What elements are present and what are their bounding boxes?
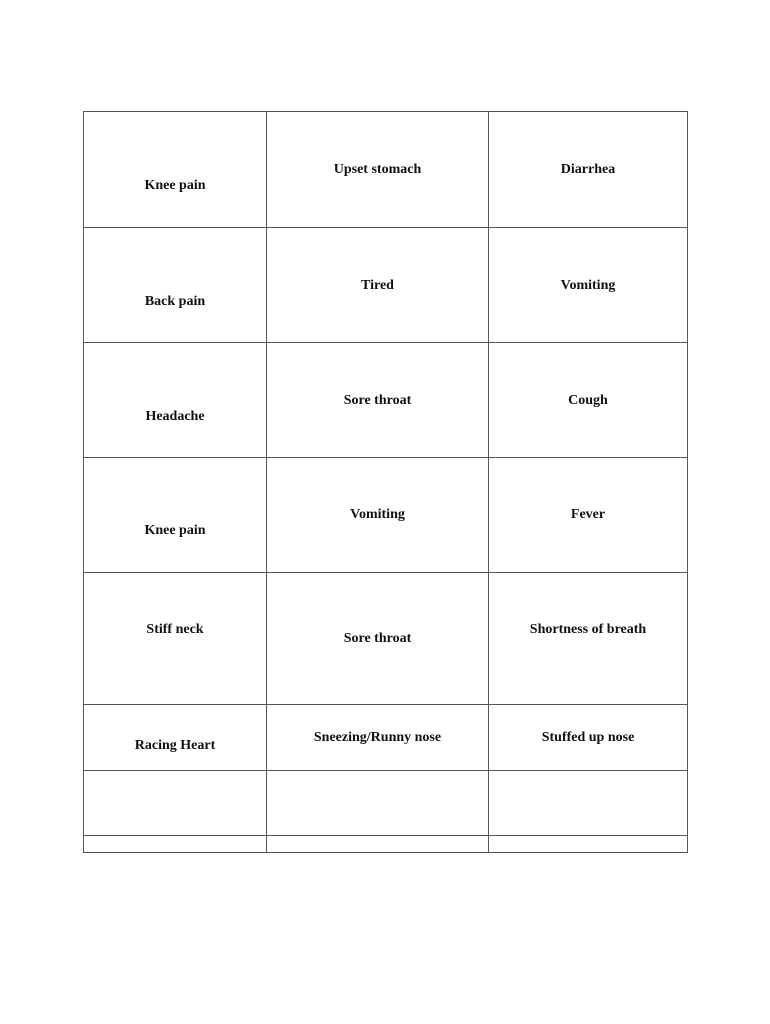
table-cell bbox=[84, 343, 266, 457]
cell-label: Stiff neck bbox=[146, 622, 204, 637]
cell-label: Upset stomach bbox=[333, 162, 422, 177]
table-cell bbox=[84, 228, 266, 342]
cell-label: Vomiting bbox=[350, 507, 405, 522]
cell-label: Knee pain bbox=[144, 178, 206, 193]
cell-label: Cough bbox=[568, 393, 608, 408]
cell-label: Tired bbox=[361, 278, 394, 293]
table-row bbox=[84, 770, 687, 835]
cell-label: Stuffed up nose bbox=[541, 730, 635, 745]
table-row bbox=[84, 342, 687, 457]
table-cell bbox=[266, 343, 488, 457]
cell-label: Headache bbox=[145, 409, 205, 424]
table-cell bbox=[266, 573, 488, 704]
table-row bbox=[84, 572, 687, 704]
table-cell bbox=[84, 836, 266, 852]
cell-label: Knee pain bbox=[144, 523, 206, 538]
cell-label: Sore throat bbox=[343, 631, 412, 646]
table-cell bbox=[488, 705, 687, 770]
table-row bbox=[84, 457, 687, 572]
table-cell bbox=[84, 458, 266, 572]
cell-label: Back pain bbox=[144, 294, 206, 309]
table-cell bbox=[488, 228, 687, 342]
table-row bbox=[84, 835, 687, 852]
cell-label: Racing Heart bbox=[134, 738, 216, 753]
table-cell bbox=[84, 771, 266, 835]
cell-label: Sore throat bbox=[343, 393, 412, 408]
table-cell bbox=[488, 458, 687, 572]
table-cell bbox=[488, 836, 687, 852]
cell-label: Shortness of breath bbox=[529, 622, 647, 637]
table-cell bbox=[488, 112, 687, 227]
cell-label: Diarrhea bbox=[560, 162, 616, 177]
cell-label: Sneezing/Runny nose bbox=[313, 730, 442, 745]
table-cell bbox=[266, 228, 488, 342]
table-cell bbox=[266, 112, 488, 227]
table-cell bbox=[488, 343, 687, 457]
table-row bbox=[84, 112, 687, 227]
table-cell bbox=[84, 112, 266, 227]
cell-label: Vomiting bbox=[560, 278, 616, 293]
table-row bbox=[84, 227, 687, 342]
table-cell bbox=[266, 458, 488, 572]
table-cell bbox=[266, 771, 488, 835]
table-row bbox=[84, 704, 687, 770]
table-cell bbox=[266, 836, 488, 852]
table-cell bbox=[488, 573, 687, 704]
table-cell bbox=[84, 573, 266, 704]
symptoms-table bbox=[83, 111, 688, 853]
cell-label: Fever bbox=[570, 507, 606, 522]
table-cell bbox=[266, 705, 488, 770]
table-cell bbox=[488, 771, 687, 835]
table-cell bbox=[84, 705, 266, 770]
